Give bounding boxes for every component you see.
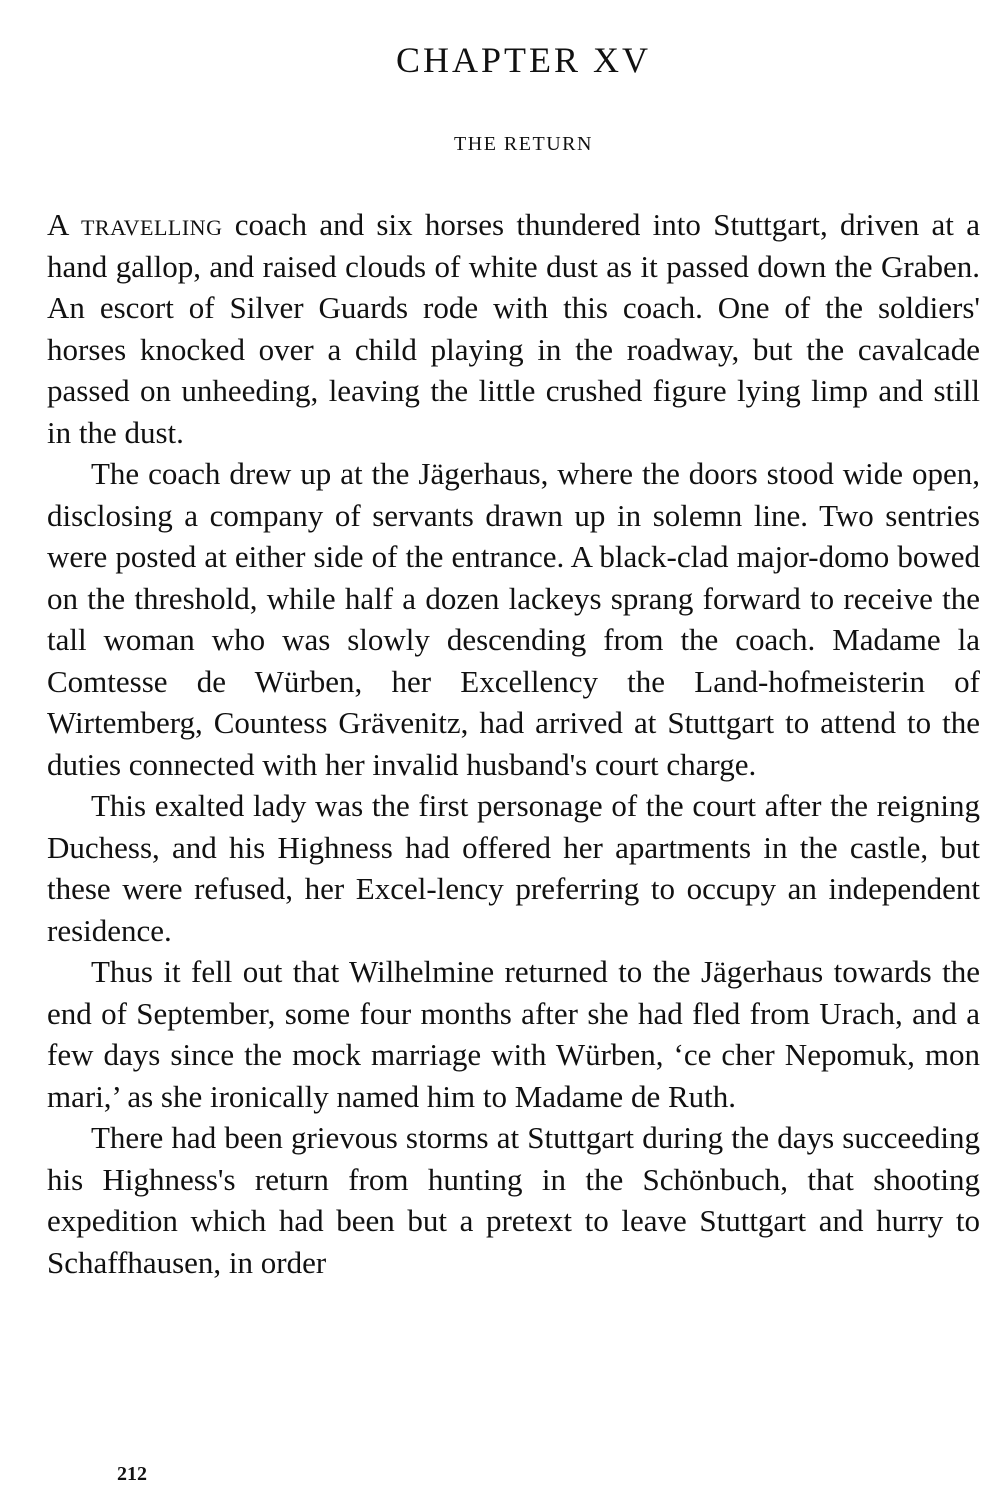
paragraph-1 xyxy=(47,204,980,453)
paragraph-3: This exalted lady was the first personage of the court after the reigning Duchess, and his Highness had offered her apartments in the castle, but these were refused, her Excel-lency preferring to occupy an independent residence. xyxy=(47,788,980,948)
paragraph-2: The coach drew up at the Jägerhaus, where the doors stood wide open, disclosing a company of servants drawn up in solemn line. Two sentries were posted at either side of the entrance. A black-clad major-domo bowed on the threshold, while half a dozen lackeys sprang forward to receive the tall woman who was slowly descending from the coach. Madame la Comtesse de Würben, her Excellency the Land-hofmeisterin of Wirtemberg, Countess Grävenitz, had arrived at Stuttgart to attend to the duties connected with her invalid husband's court charge. xyxy=(47,456,980,782)
book-page xyxy=(47,0,980,1503)
chapter-title: CHAPTER XV xyxy=(395,40,652,80)
body-text xyxy=(47,204,980,1283)
paragraph-lead-smallcaps: A travelling xyxy=(47,207,223,242)
chapter-subtitle: THE RETURN xyxy=(454,133,593,155)
paragraph-4: Thus it fell out that Wilhelmine returned to the Jägerhaus towards the end of September, some four months after she had fled from Urach, and a few days since the mock marriage with Würben, ‘ce cher Nepomuk, mon mari,’ as she ironically named him to Madame de Ruth. xyxy=(47,954,980,1114)
paragraph-5: There had been grievous storms at Stuttgart during the days succeeding his Highness's return from hunting in the Schönbuch, that shooting expedition which had been but a pretext to leave Stuttgart and hurry to Schaffhausen, in order xyxy=(47,1120,980,1280)
paragraph-1-text: coach and six horses thundered into Stuttgart, driven at a hand gallop, and raised clouds of white dust as it passed down the Graben. An escort of Silver Guards rode with this coach. One of the soldiers' horses knocked over a child playing in the roadway, but the cavalcade passed on unheeding, leaving the little crushed figure lying limp and still in the dust. xyxy=(47,207,980,450)
page-number: 212 xyxy=(117,1463,147,1485)
